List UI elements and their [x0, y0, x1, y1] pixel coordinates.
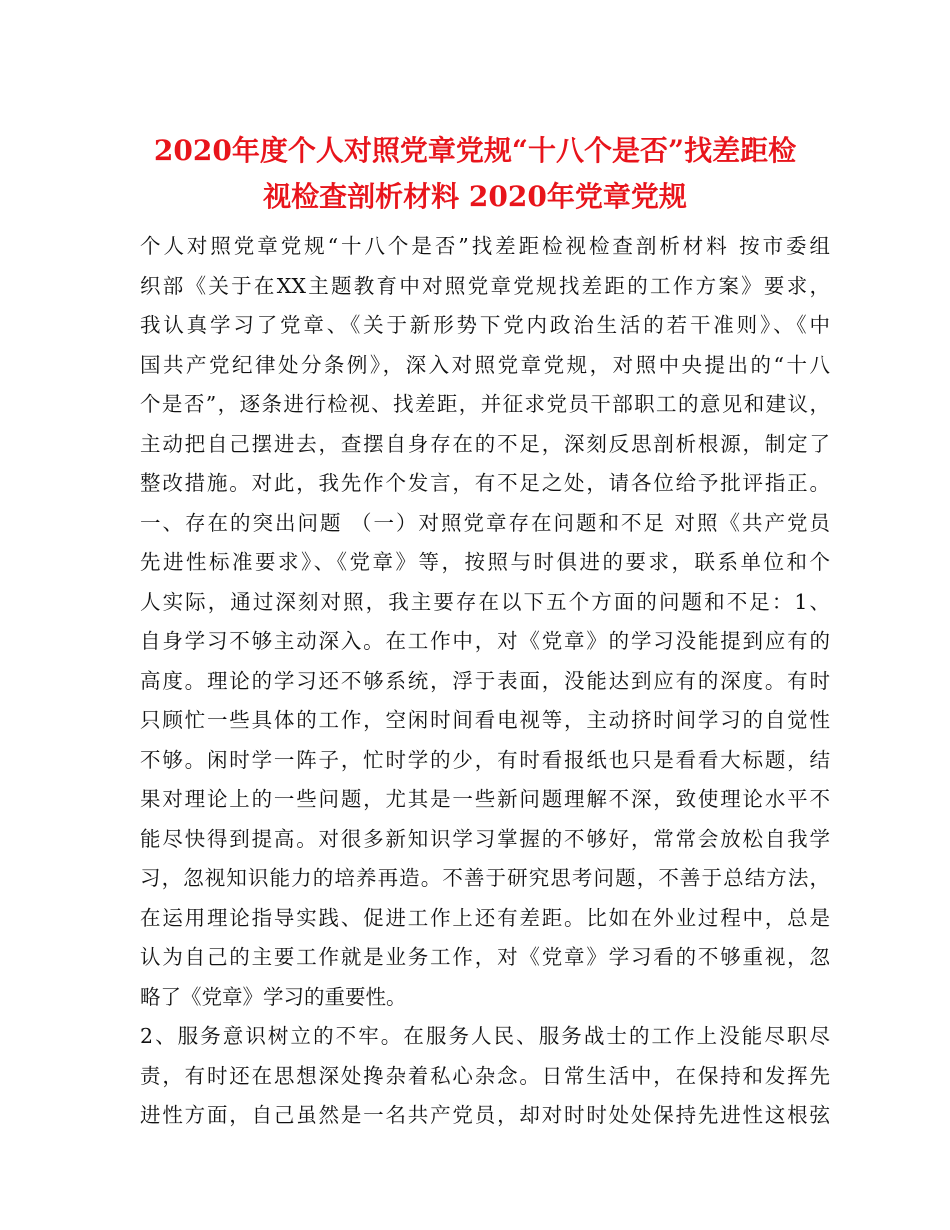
body-line: 人实际，通过深刻对照，我主要存在以下五个方面的问题和不足：1、 [140, 589, 830, 614]
body-line: 整改措施。对此，我先作个发言，有不足之处，请各位给予批评指正。 [140, 471, 830, 495]
body-line: 习，忽视知识能力的培养再造。不善于研究思考问题，不善于总结方法， [140, 866, 830, 890]
body-line: 先进性标准要求》、《党章》等，按照与时俱进的要求，联系单位和个 [140, 550, 830, 574]
body-line: 责，有时还在思想深处搀杂着私心杂念。日常生活中，在保持和发挥先 [140, 1063, 830, 1088]
body-line: 主动把自己摆进去，查摆自身存在的不足，深刻反思剖析根源，制定了 [140, 431, 830, 456]
body-line: 果对理论上的一些问题，尤其是一些新问题理解不深，致使理论水平不 [140, 787, 830, 811]
body-line: 只顾忙一些具体的工作，空闲时间看电视等，主动挤时间学习的自觉性 [140, 708, 830, 732]
body-line: 国共产党纪律处分条例》，深入对照党章党规，对照中央提出的“十八 [140, 352, 830, 377]
body-line: 略了《党章》学习的重要性。 [140, 984, 407, 1009]
body-line: 高度。理论的学习还不够系统，浮于表面，没能达到应有的深度。有时 [140, 668, 830, 693]
body-line: 我认真学习了党章、《关于新形势下党内政治生活的若干准则》、《中 [140, 313, 830, 337]
body-line: 进性方面，自己虽然是一名共产党员，却对时时处处保持先进性这根弦 [140, 1103, 830, 1127]
document-body [140, 227, 830, 1136]
body-line: 不够。闲时学一阵子，忙时学的少，有时看报纸也只是看看大标题，结 [140, 747, 830, 772]
body-line: 自身学习不够主动深入。在工作中，对《党章》的学习没能提到应有的 [140, 629, 830, 653]
body-line: 织部《关于在XX主题教育中对照党章党规找差距的工作方案》要求， [140, 273, 830, 298]
document-title-line-1: 2020年度个人对照党章党规“十八个是否”找差距检 [153, 134, 797, 167]
body-line: 在运用理论指导实践、促进工作上还有差距。比如在外业过程中，总是 [140, 905, 830, 930]
body-line: 个是否”，逐条进行检视、找差距，并征求党员干部职工的意见和建议， [140, 392, 830, 416]
body-line: 个人对照党章党规“十八个是否”找差距检视检查剖析材料 按市委组 [140, 234, 830, 258]
body-line: 2、服务意识树立的不牢。在服务人民、服务战士的工作上没能尽职尽 [140, 1024, 830, 1048]
body-line: 认为自己的主要工作就是业务工作，对《党章》学习看的不够重视，忽 [140, 945, 830, 969]
document-title-line-2: 视检查剖析材料 2020年党章党规 [263, 180, 687, 213]
body-line: 能尽快得到提高。对很多新知识学习掌握的不够好，常常会放松自我学 [140, 826, 830, 851]
body-line: 一、存在的突出问题 （一）对照党章存在问题和不足 对照《共产党员 [140, 510, 830, 535]
